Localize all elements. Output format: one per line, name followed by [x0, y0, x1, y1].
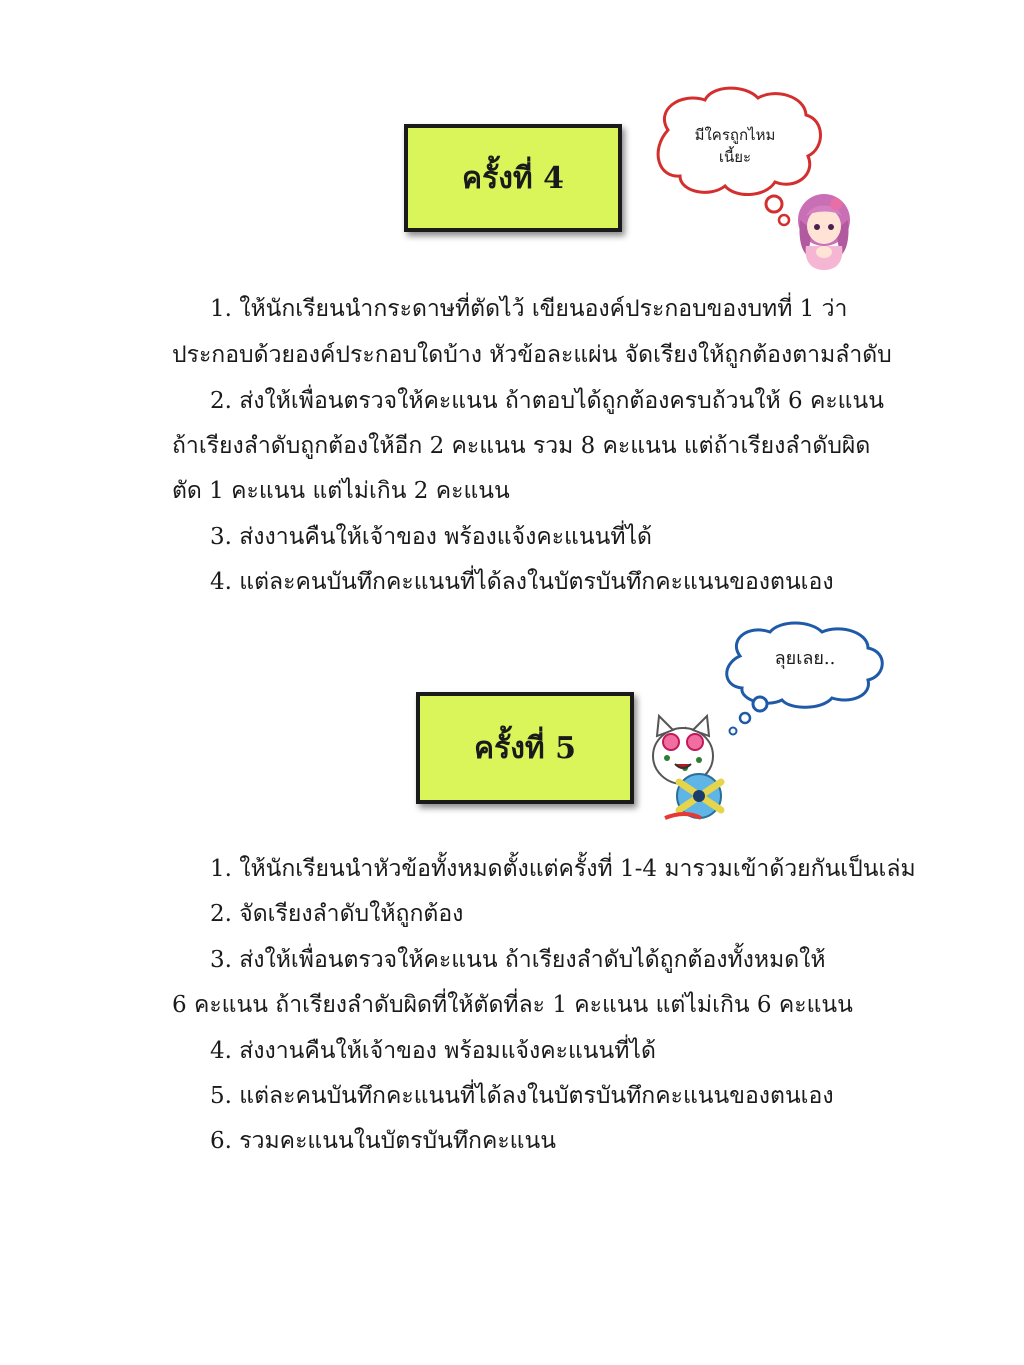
section5-line-6: 5. แต่ละคนบันทึกคะแนนที่ได้ลงในบัตรบันทึกคะแนนของตนเอง [210, 1083, 834, 1109]
section5-heading-box [416, 692, 634, 804]
section5-line-2: 2. จัดเรียงลำดับให้ถูกต้อง [210, 901, 464, 927]
section4-line-2: ประกอบด้วยองค์ประกอบใดบ้าง หัวข้อละแผ่น จัดเรียงให้ถูกต้องตามลำดับ [172, 342, 892, 368]
section4-line-4: ถ้าเรียงลำดับถูกต้องให้อีก 2 คะแนน รวม 8 คะแนน แต่ถ้าเรียงลำดับผิด [172, 433, 871, 459]
cat-pilot-character-icon [645, 706, 745, 824]
section5-line-1: 1. ให้นักเรียนนำหัวข้อทั้งหมดตั้งแต่ครั้งที่ 1-4 มารวมเข้าด้วยกันเป็นเล่ม [210, 856, 916, 882]
section5-line-3: 3. ส่งให้เพื่อนตรวจให้คะแนน ถ้าเรียงลำดับได้ถูกต้องทั้งหมดให้ [210, 947, 826, 973]
section4-line-5: ตัด 1 คะแนน แต่ไม่เกิน 2 คะแนน [172, 478, 510, 504]
section5-heading: ครั้งที่ 5 [474, 730, 576, 766]
bubble-line-1: มีใครถูกไหม [694, 126, 776, 144]
section5-line-4: 6 คะแนน ถ้าเรียงลำดับผิดที่ให้ตัดที่ละ 1 คะแนน แต่ไม่เกิน 6 คะแนน [172, 992, 853, 1018]
section5-line-5: 4. ส่งงานคืนให้เจ้าของ พร้อมแจ้งคะแนนที่ได้ [210, 1038, 656, 1064]
section5-line-7: 6. รวมคะแนนในบัตรบันทึกคะแนน [210, 1128, 556, 1154]
section4-line-3: 2. ส่งให้เพื่อนตรวจให้คะแนน ถ้าตอบได้ถูกต้องครบถ้วนให้ 6 คะแนน [210, 388, 884, 414]
section4-line-7: 4. แต่ละคนบันทึกคะแนนที่ได้ลงในบัตรบันทึกคะแนนของตนเอง [210, 569, 834, 595]
bubble-line-2: เนี้ยะ [718, 148, 752, 166]
section4-heading: ครั้งที่ 4 [462, 160, 564, 196]
thought-bubble-2-text: ลุยเลย.. [774, 648, 836, 669]
section4-line-1: 1. ให้นักเรียนนำกระดาษที่ตัดไว้ เขียนองค์ประกอบของบทที่ 1 ว่า [210, 296, 848, 322]
section4-line-6: 3. ส่งงานคืนให้เจ้าของ พร้องแจ้งคะแนนที่ได้ [210, 524, 652, 550]
